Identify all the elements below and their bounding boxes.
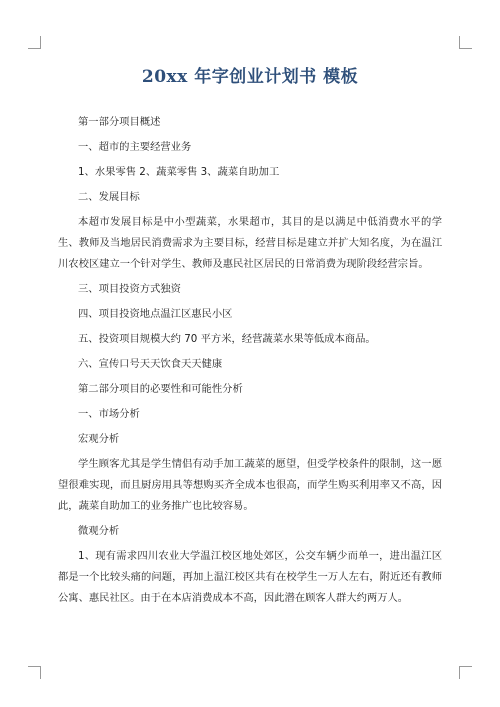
- paragraph: 学生顾客尤其是学生情侣有动手加工蔬菜的愿望，但受学校条件的限制，这一愿望很难实现，而且厨房用具等想购买齐全成本也很高，而学生购买利用率又不高，因此，蔬菜自助加工的业务推广也比较容易。: [58, 458, 442, 512]
- paragraph: 1、水果零售 2、蔬菜零售 3、蔬菜自助加工: [78, 166, 280, 178]
- subsection-heading: 一、超市的主要经营业务: [78, 141, 192, 153]
- paragraph: 1、现有需求四川农业大学温江校区地处郊区，公交车辆少而单一，进出温江区都是一个比较头痛的问题，再加上温江校区共有在校学生一万人左右，附近还有教师公寓、惠民社区。由于在本店消费成本不高，因此潜在顾客人群大约两万人。: [58, 550, 442, 604]
- subsection-heading: 二、发展目标: [78, 191, 140, 203]
- document-title: 20xx 年字创业计划书 模板: [141, 67, 359, 87]
- crop-mark-bottom-right: [459, 666, 472, 679]
- paragraph: 本超市发展目标是中小型蔬菜，水果超市，其目的是以满足中低消费水平的学生、教师及当地居民消费需求为主要目标，经营目标是建立并扩大知名度，为在温江川农校区建立一个针对学生、教师及惠民社区居民的日常消费为现阶段经营宗旨。: [58, 216, 442, 270]
- paragraph: 六、宣传口号天天饮食天天健康: [78, 358, 223, 370]
- crop-mark-top-left: [28, 36, 41, 49]
- subsection-heading: 宏观分析: [78, 433, 120, 445]
- section-heading: 第二部分项目的必要性和可能性分析: [78, 383, 243, 395]
- subsection-heading: 微观分析: [78, 525, 120, 537]
- paragraph: 三、项目投资方式独资: [78, 283, 181, 295]
- section-heading: 第一部分项目概述: [78, 116, 161, 128]
- crop-mark-top-right: [459, 36, 472, 49]
- document-body: [58, 112, 442, 613]
- subsection-heading: 一、市场分析: [78, 408, 140, 420]
- paragraph: 五、投资项目规模大约 70 平方米，经营蔬菜水果等低成本商品。: [78, 333, 376, 345]
- crop-mark-bottom-left: [28, 666, 41, 679]
- paragraph: 四、项目投资地点温江区惠民小区: [78, 308, 233, 320]
